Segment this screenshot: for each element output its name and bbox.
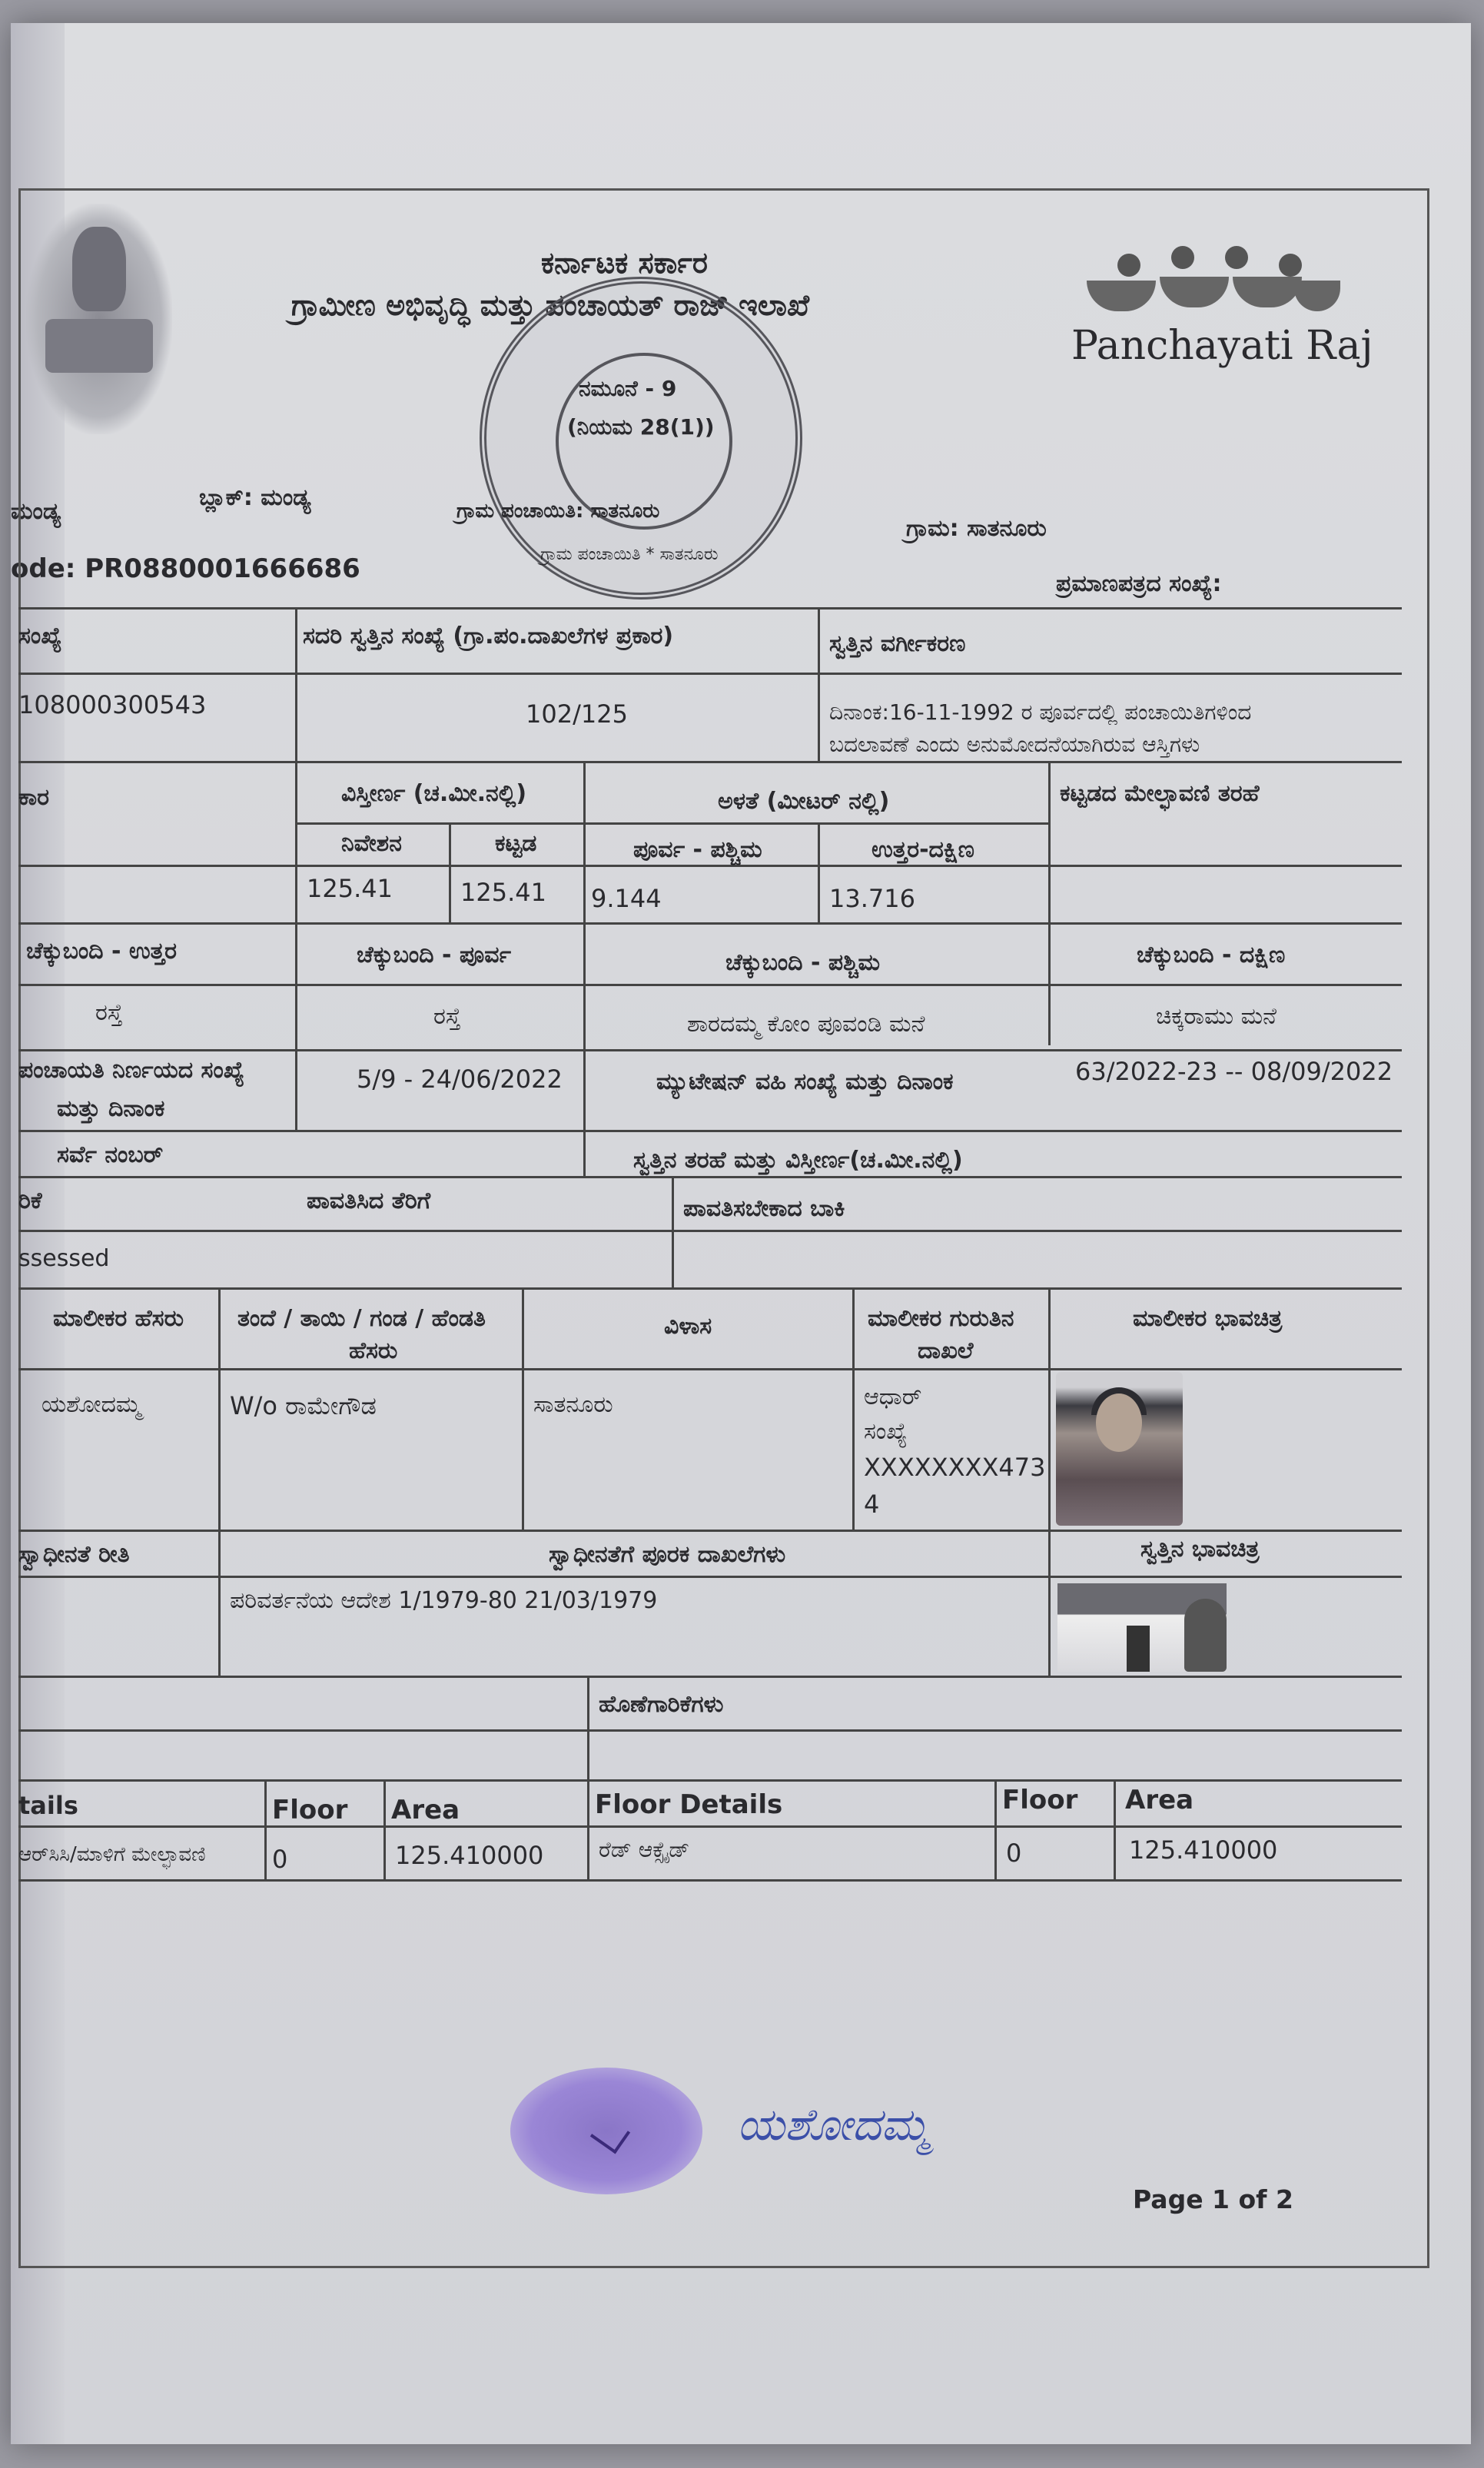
- govt-title: ಕರ್ನಾಟಕ ಸರ್ಕಾರ: [541, 246, 708, 280]
- acquisition-docs-value: ಪರಿವರ್ತನೆಯ ಆದೇಶ 1/1979-80 21/03/1979: [230, 1587, 658, 1614]
- floor-row1-floor: 0: [272, 1845, 288, 1874]
- mutation-value: 63/2022-23 -- 08/09/2022: [1075, 1057, 1393, 1086]
- liabilities-label: ಹೊಣೆಗಾರಿಕೆಗಳು: [599, 1691, 724, 1718]
- resolution-value: 5/9 - 24/06/2022: [357, 1065, 563, 1094]
- certificate-frame: [18, 188, 1429, 2268]
- floor-details-label: Floor Details: [595, 1789, 783, 1820]
- owner-id-type-1: ಆಧಾರ್: [864, 1383, 922, 1410]
- relation-label-2: ಹೆಸರು: [349, 1337, 398, 1364]
- owner-photo-label: ಮಾಲೀಕರ ಭಾವಚಿತ್ರ: [1133, 1305, 1283, 1332]
- details-label: tails: [18, 1791, 78, 1820]
- east-boundary-value: ರಸ್ತೆ: [433, 1003, 461, 1030]
- east-west-value: 9.144: [591, 884, 662, 913]
- floor-row1-detail: ಆರ್‌ಸಿಸಿ/ಮಾಳಿಗೆ ಮೇಲ್ಛಾವಣಿ: [18, 1843, 206, 1866]
- area-label-1: Area: [391, 1795, 460, 1825]
- property-number-label: ಸದರಿ ಸ್ವತ್ತಿನ ಸಂಖ್ಯೆ (ಗ್ರಾ.ಪಂ.ದಾಖಲೆಗಳ ಪ್ರಕಾರ): [303, 623, 674, 649]
- address-label: ವಿಳಾಸ: [664, 1313, 712, 1340]
- east-boundary-label: ಚೆಕ್ಕುಬಂದಿ - ಪೂರ್ವ: [357, 942, 512, 968]
- floor-label-2: Floor: [1002, 1785, 1078, 1815]
- relation-label-1: ತಂದೆ / ತಾಯಿ / ಗಂಡ / ಹೆಂಡತಿ: [237, 1305, 486, 1332]
- property-type-label: ಕಾರ: [18, 784, 49, 811]
- form-rule: (ನಿಯಮ 28(1)): [567, 414, 715, 440]
- acquisition-mode-label: ಸ್ವಾಧೀನತೆ ರೀತಿ: [18, 1541, 130, 1568]
- property-id-value: 108000300543: [18, 690, 207, 719]
- property-id-label: ಸಂಖ್ಯೆ: [18, 623, 62, 649]
- property-code: ode: PR0880001666686: [11, 553, 360, 584]
- property-photo-label: ಸ್ವತ್ತಿನ ಭಾವಚಿತ್ರ: [1140, 1536, 1260, 1563]
- floor-row1-area: 125.410000: [395, 1841, 544, 1870]
- village-label: ಗ್ರಾಮ: ಸಾತನೂರು: [906, 515, 1047, 542]
- owner-name-value: ಯಶೋದಮ್ಮ: [41, 1391, 141, 1418]
- assessed-text: ssessed: [18, 1245, 110, 1272]
- property-type-area-label: ಸ್ವತ್ತಿನ ತರಹೆ ಮತ್ತು ವಿಸ್ತೀರ್ಣ(ಚ.ಮೀ.ನಲ್ಲಿ): [633, 1147, 963, 1174]
- resolution-label-1: ಪಂಚಾಯತಿ ನಿರ್ಣಯದ ಸಂಖ್ಯೆ: [18, 1057, 244, 1084]
- owner-id-type-2: ಸಂಖ್ಯೆ: [864, 1418, 908, 1445]
- property-class-value-1: ದಿನಾಂಕ:16-11-1992 ರ ಪೂರ್ವದಲ್ಲಿ ಪಂಚಾಯಿತಿಗಳಿಂದ: [829, 699, 1252, 725]
- west-boundary-value: ಶಾರದಮ್ಮ ಕೋಂ ಪೂವಂಡಿ ಮನೆ: [687, 1011, 925, 1038]
- east-west-label: ಪೂರ್ವ - ಪಶ್ಚಿಮ: [633, 836, 762, 863]
- address-value: ಸಾತನೂರು: [533, 1391, 613, 1418]
- logo-text: Panchayati Raj: [1071, 323, 1373, 369]
- floor-row2-detail: ರೆಡ್ ಆಕ್ಸೈಡ್: [599, 1837, 690, 1862]
- property-photo: [1057, 1583, 1227, 1672]
- measure-label: ಅಳತೆ (ಮೀಟರ್ ನಲ್ಲಿ): [718, 788, 890, 815]
- mutation-label: ಮ್ಯುಟೇಷನ್ ವಹಿ ಸಂಖ್ಯೆ ಮತ್ತು ದಿನಾಂಕ: [656, 1068, 954, 1095]
- district-label: ಮಂಡ್ಯ: [11, 498, 61, 525]
- acquisition-docs-label: ಸ್ವಾಧೀನತೆಗೆ ಪೂರಕ ದಾಖಲೆಗಳು: [549, 1541, 786, 1568]
- tax-due-label: ಪಾವತಿಸಬೇಕಾದ ಬಾಕಿ: [683, 1195, 845, 1222]
- owner-signature: ಯಶೋದಮ್ಮ: [737, 2098, 930, 2151]
- floor-row2-floor: 0: [1006, 1839, 1022, 1868]
- west-boundary-label: ಚೆಕ್ಕುಬಂದಿ - ಪಶ್ಚಿಮ: [725, 949, 881, 976]
- owner-id-label-1: ಮಾಲೀಕರ ಗುರುತಿನ: [868, 1305, 1014, 1332]
- owner-id-number-2: 4: [864, 1490, 880, 1519]
- floor-label-1: Floor: [272, 1795, 348, 1825]
- site-area-value: 125.41: [307, 874, 393, 903]
- north-south-value: 13.716: [829, 884, 915, 913]
- north-boundary-label: ಚೆಕ್ಕುಬಂದಿ - ಉತ್ತರ: [26, 938, 177, 965]
- resolution-label-2: ಮತ್ತು ದಿನಾಂಕ: [57, 1095, 165, 1122]
- building-area-value: 125.41: [460, 878, 546, 907]
- area-label-2: Area: [1125, 1785, 1194, 1815]
- owner-id-number-1: XXXXXXXX473: [864, 1453, 1046, 1482]
- owner-name-label: ಮಾಲೀಕರ ಹೆಸರು: [53, 1305, 184, 1332]
- owner-id-label-2: ದಾಖಲೆ: [918, 1337, 974, 1364]
- building-area-label: ಕಟ್ಟಡ: [495, 830, 537, 857]
- north-south-label: ಉತ್ತರ-ದಕ್ಷಿಣ: [871, 836, 974, 863]
- site-area-label: ನಿವೇಶನ: [341, 830, 402, 857]
- tax-paid-label: ಪಾವತಿಸಿದ ತೆರಿಗೆ: [307, 1187, 431, 1214]
- thumb-impression: [510, 2068, 702, 2194]
- certificate-number-label: ಪ್ರಮಾಣಪತ್ರದ ಸಂಖ್ಯೆ:: [1056, 570, 1222, 597]
- seal-text: ಗ್ರಾಮ ಪಂಚಾಯಿತಿ * ಸಾತನೂರು: [540, 545, 719, 564]
- property-number-value: 102/125: [526, 699, 628, 729]
- property-class-value-2: ಬದಲಾವಣೆ ಎಂದು ಅನುಮೋದನೆಯಾಗಿರುವ ಆಸ್ತಿಗಳು: [829, 732, 1200, 757]
- department-title: ಗ್ರಾಮೀಣ ಅಭಿವೃದ್ಧಿ ಮತ್ತು ಪಂಚಾಯತ್ ರಾಜ್ ಇಲಾಖೆ: [291, 288, 810, 322]
- property-class-label: ಸ್ವತ್ತಿನ ವರ್ಗೀಕರಣ: [829, 630, 966, 657]
- survey-number-label: ಸರ್ವೆ ನಂಬರ್: [57, 1141, 164, 1168]
- document-page: [11, 23, 1471, 2444]
- area-label: ವಿಸ್ತೀರ್ಣ (ಚ.ಮೀ.ನಲ್ಲಿ): [341, 780, 527, 807]
- page-number: Page 1 of 2: [1133, 2184, 1293, 2214]
- floor-row2-area: 125.410000: [1129, 1835, 1278, 1865]
- north-boundary-value: ರಸ್ತೆ: [95, 999, 123, 1026]
- roof-type-label: ಕಟ್ಟಡದ ಮೇಲ್ಛಾವಣಿ ತರಹೆ: [1060, 780, 1260, 807]
- form-number: ನಮೂನೆ - 9: [579, 376, 677, 401]
- relation-value: W/o ರಾಮೇಗೌಡ: [230, 1391, 377, 1420]
- owner-photo: [1056, 1372, 1183, 1526]
- tax-label: ರಿಕೆ: [18, 1187, 42, 1214]
- south-boundary-value: ಚಿಕ್ಕರಾಮು ಮನೆ: [1156, 1003, 1277, 1030]
- south-boundary-label: ಚೆಕ್ಕುಬಂದಿ - ದಕ್ಷಿಣ: [1137, 942, 1286, 968]
- block-label: ಬ್ಲಾಕ್: ಮಂಡ್ಯ: [199, 484, 311, 511]
- gp-label: ಗ್ರಾಮ ಪಂಚಾಯಿತಿ: ಸಾತನೂರು: [456, 500, 660, 523]
